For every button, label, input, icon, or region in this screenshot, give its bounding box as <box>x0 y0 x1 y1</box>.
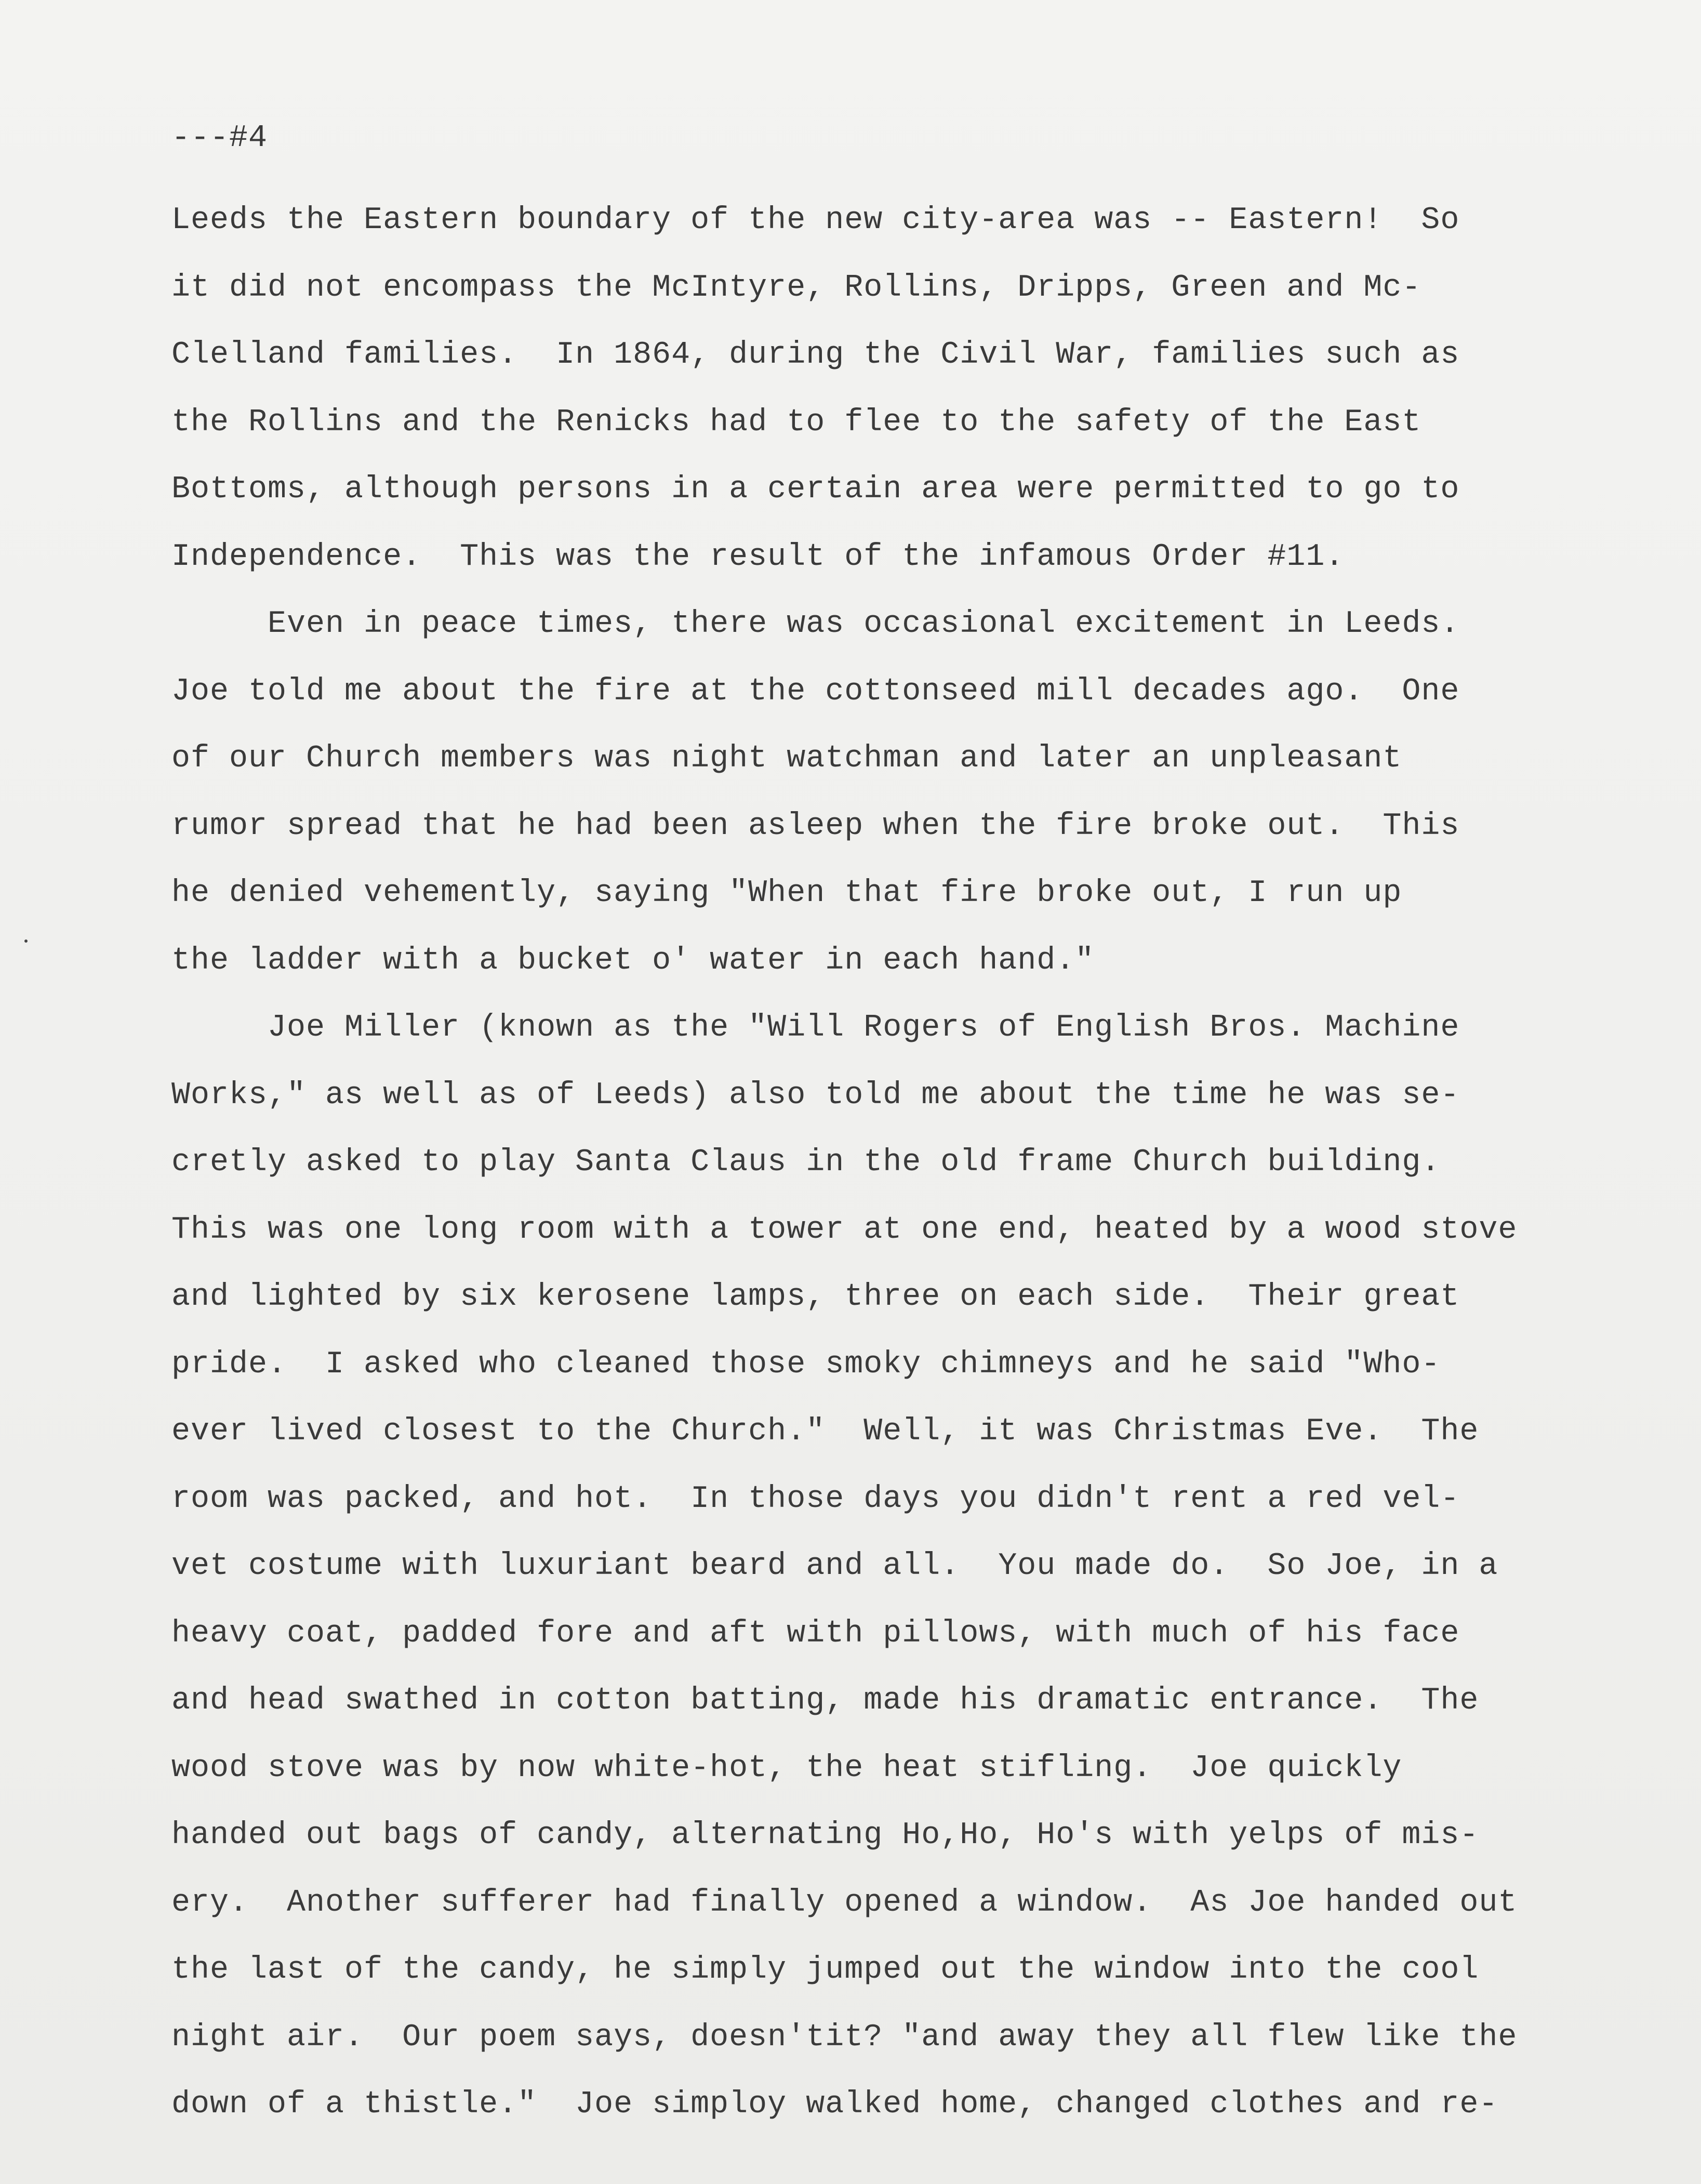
text-line: rumor spread that he had been asleep when the fire broke out. This <box>171 808 1460 844</box>
text-line: room was packed, and hot. In those days you didn't rent a red vel- <box>171 1481 1460 1517</box>
text-line: the Rollins and the Renicks had to flee to the safety of the East <box>171 404 1421 440</box>
text-line: the last of the candy, he simply jumped out the window into the cool <box>171 1952 1479 1988</box>
text-line: the ladder with a bucket o' water in each hand." <box>171 943 1095 978</box>
text-line: night air. Our poem says, doesn'tit? "and away they all flew like the <box>171 2019 1518 2055</box>
text-line: This was one long room with a tower at one end, heated by a wood stove <box>171 1212 1518 1248</box>
text-line: handed out bags of candy, alternating Ho,Ho, Ho's with yelps of mis- <box>171 1818 1479 1853</box>
text-line: cretly asked to play Santa Claus in the old frame Church building. <box>171 1145 1441 1180</box>
text-line: Works," as well as of Leeds) also told me about the time he was se- <box>171 1077 1460 1113</box>
text-line: it did not encompass the McIntyre, Rollins, Dripps, Green and Mc- <box>171 270 1421 306</box>
text-line: Joe Miller (known as the "Will Rogers of English Bros. Machine <box>171 1010 1460 1045</box>
text-line: Joe told me about the fire at the cottonseed mill decades ago. One <box>171 673 1460 709</box>
text-line: and lighted by six kerosene lamps, three on each side. Their great <box>171 1279 1460 1315</box>
text-line: and head swathed in cotton batting, made his dramatic entrance. The <box>171 1683 1479 1718</box>
text-line: heavy coat, padded fore and aft with pillows, with much of his face <box>171 1616 1460 1651</box>
text-line: ery. Another sufferer had finally opened a window. As Joe handed out <box>171 1885 1518 1921</box>
text-line: wood stove was by now white-hot, the heat stifling. Joe quickly <box>171 1750 1402 1786</box>
text-line: of our Church members was night watchman and later an unpleasant <box>171 741 1402 776</box>
text-line: Clelland families. In 1864, during the Civil War, families such as <box>171 337 1460 373</box>
text-line: vet costume with luxuriant beard and all. You made do. So Joe, in a <box>171 1548 1498 1584</box>
text-line: Even in peace times, there was occasional excitement in Leeds. <box>171 606 1460 642</box>
text-line: pride. I asked who cleaned those smoky chimneys and he said "Who- <box>171 1346 1441 1382</box>
body-text <box>171 187 1517 2139</box>
text-line: ever lived closest to the Church." Well, it was Christmas Eve. The <box>171 1414 1479 1449</box>
text-line: down of a thistle." Joe simploy walked home, changed clothes and re- <box>171 2087 1498 2122</box>
text-line: Leeds the Eastern boundary of the new city-area was -- Eastern! So <box>171 203 1460 238</box>
page-number: ---#4 <box>171 121 268 156</box>
text-line: Bottoms, although persons in a certain area were permitted to go to <box>171 472 1460 507</box>
text-line: he denied vehemently, saying "When that fire broke out, I run up <box>171 876 1402 911</box>
text-line: Independence. This was the result of the infamous Order #11. <box>171 539 1345 575</box>
margin-speck <box>24 939 28 943</box>
